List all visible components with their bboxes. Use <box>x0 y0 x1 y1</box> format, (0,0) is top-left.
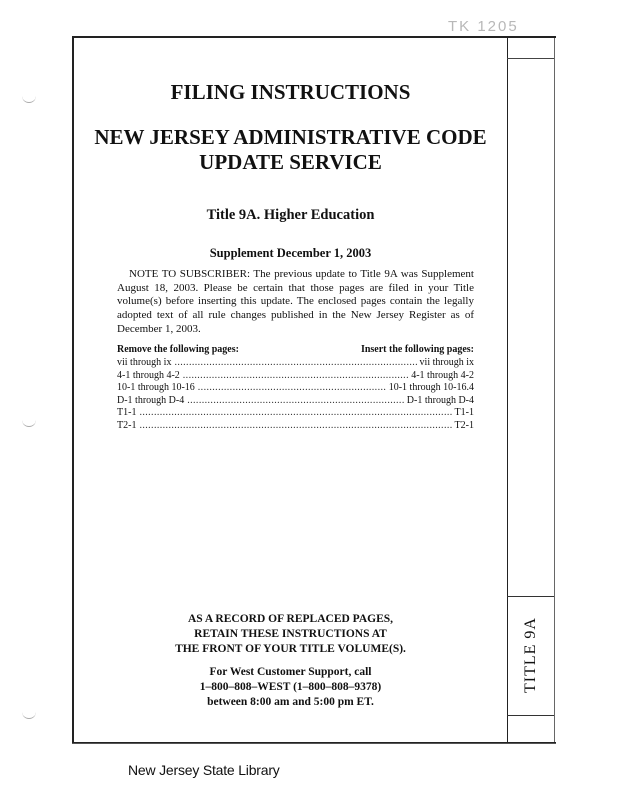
leader-dots <box>183 370 408 383</box>
insert-pages: 10-1 through 10-16.4 <box>388 382 474 394</box>
tab-top-rule <box>507 58 554 59</box>
leader-dots <box>187 395 404 408</box>
insert-pages: D-1 through D-4 <box>406 394 474 406</box>
leader-dots <box>198 382 386 395</box>
customer-support <box>72 665 509 710</box>
list-item <box>117 420 474 433</box>
page-list <box>117 357 474 433</box>
frame-bottom-rule <box>72 743 556 744</box>
record-instructions <box>72 612 509 657</box>
list-item <box>117 395 474 408</box>
library-stamp: New Jersey State Library <box>128 762 280 778</box>
column-headers <box>117 344 474 355</box>
support-line: 1–800–808–WEST (1–800–808–9378) <box>199 681 382 693</box>
title-heading: Title 9A. Higher Education <box>206 207 375 223</box>
insert-pages: vii through ix <box>419 357 474 368</box>
catalog-stamp: TK 1205 <box>448 18 519 35</box>
insert-header: Insert the following pages: <box>360 344 474 355</box>
remove-pages: 10-1 through 10-16 <box>117 382 195 394</box>
subtitle-line: NEW JERSEY ADMINISTRATIVE CODE <box>94 125 487 149</box>
insert-pages: T1-1 <box>454 407 474 419</box>
list-item <box>117 370 474 383</box>
remove-pages: 4-1 through 4-2 <box>117 369 180 381</box>
record-line: THE FRONT OF YOUR TITLE VOLUME(S). <box>175 643 406 655</box>
list-item <box>117 357 474 370</box>
subscriber-note-text: NOTE TO SUBSCRIBER: The previous update to Title 9A was Supplement August 18, 2003. Please be certain that those pages are filed in your Title volume(s) before inserting this update. The enclosed pages contain the legally adopted text of all rule changes published in the New Jersey Register as of December 1, 2003. <box>117 268 474 335</box>
subscriber-note <box>117 268 474 337</box>
leader-dots <box>139 420 451 433</box>
remove-pages: D-1 through D-4 <box>117 394 185 406</box>
leader-dots <box>139 407 451 420</box>
punch-hole-mark <box>22 416 36 427</box>
remove-header: Remove the following pages: <box>117 344 239 355</box>
punch-hole-mark <box>22 708 36 719</box>
record-line: AS A RECORD OF REPLACED PAGES, <box>187 613 394 625</box>
list-item <box>117 382 474 395</box>
page-title: FILING INSTRUCTIONS <box>170 80 411 104</box>
remove-pages: T1-1 <box>117 407 137 419</box>
tab-border-right <box>554 38 555 742</box>
subtitle-line: UPDATE SERVICE <box>199 150 382 174</box>
remove-pages: vii through ix <box>117 357 172 368</box>
leader-dots <box>174 357 416 370</box>
tab-label: TITLE 9A <box>522 617 539 693</box>
insert-pages: T2-1 <box>454 419 474 431</box>
remove-pages: T2-1 <box>117 419 137 431</box>
page-subtitle <box>72 125 509 175</box>
punch-hole-mark <box>22 92 36 103</box>
list-item <box>117 407 474 420</box>
support-line: For West Customer Support, call <box>209 666 372 678</box>
supplement-date: Supplement December 1, 2003 <box>209 246 372 260</box>
support-line: between 8:00 am and 5:00 pm ET. <box>207 696 374 708</box>
insert-pages: 4-1 through 4-2 <box>411 369 474 381</box>
record-line: RETAIN THESE INSTRUCTIONS AT <box>194 628 387 640</box>
